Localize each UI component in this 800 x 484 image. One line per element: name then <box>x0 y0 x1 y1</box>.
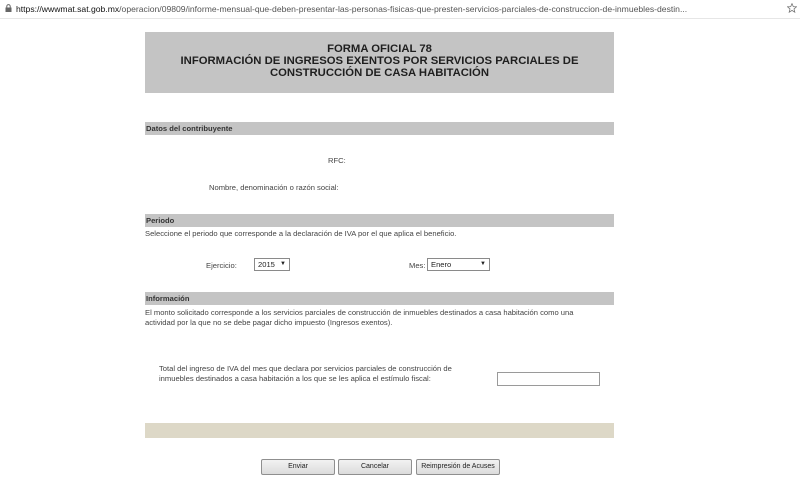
section-informacion: Información <box>145 292 614 305</box>
total-ingreso-input[interactable] <box>497 372 600 386</box>
browser-address-bar[interactable] <box>0 0 800 19</box>
chevron-down-icon: ▼ <box>280 261 286 267</box>
nombre-label: Nombre, denominación o razón social: <box>209 183 339 192</box>
mes-value: Enero <box>431 260 452 269</box>
enviar-button[interactable]: Enviar <box>261 459 335 475</box>
total-ingreso-label-line2: inmuebles destinados a casa habitación a los que se les aplica el estímulo fiscal: <box>159 374 431 383</box>
mes-label: Mes: <box>409 261 426 270</box>
mes-select[interactable] <box>427 258 490 271</box>
ejercicio-label: Ejercicio: <box>206 261 237 270</box>
form-subtitle-line2: CONSTRUCCIÓN DE CASA HABITACIÓN <box>269 66 490 79</box>
section-datos-contribuyente: Datos del contribuyente <box>145 122 614 135</box>
bookmark-star-icon[interactable] <box>787 3 797 13</box>
url-path: /operacion/09809/informe-mensual-que-deben-presentar-las-personas-fisicas-que-presten-servicios-parciales-de-construccion-de-inmuebles-destin... <box>119 4 688 14</box>
footer-bar <box>145 423 614 438</box>
form-title: FORMA OFICIAL 78 <box>327 43 432 55</box>
informacion-desc-line2: actividad por la que no se debe pagar dicho impuesto (Ingresos exentos). <box>145 318 393 327</box>
total-ingreso-label-line1: Total del ingreso de IVA del mes que declara por servicios parciales de construcción de <box>159 364 452 373</box>
informacion-desc-line1: El monto solicitado corresponde a los servicios parciales de construcción de inmuebles destinados a casa habitación como una <box>145 308 574 317</box>
lock-icon <box>5 4 12 12</box>
ejercicio-select[interactable] <box>254 258 290 271</box>
reimpresion-acuses-button[interactable]: Reimpresión de Acuses <box>416 459 500 475</box>
ejercicio-value: 2015 <box>258 260 275 269</box>
cancelar-button[interactable]: Cancelar <box>338 459 412 475</box>
form-subtitle-line1: INFORMACIÓN DE INGRESOS EXENTOS POR SERVICIOS PARCIALES DE <box>180 54 579 67</box>
section-periodo: Periodo <box>145 214 614 227</box>
chevron-down-icon: ▼ <box>480 261 486 267</box>
form-header <box>145 32 614 93</box>
periodo-description: Seleccione el periodo que corresponde a la declaración de IVA por el que aplica el beneficio. <box>145 229 457 238</box>
rfc-label: RFC: <box>328 156 346 165</box>
address-url[interactable] <box>16 0 687 18</box>
url-domain: https://wwwmat.sat.gob.mx <box>16 4 120 14</box>
